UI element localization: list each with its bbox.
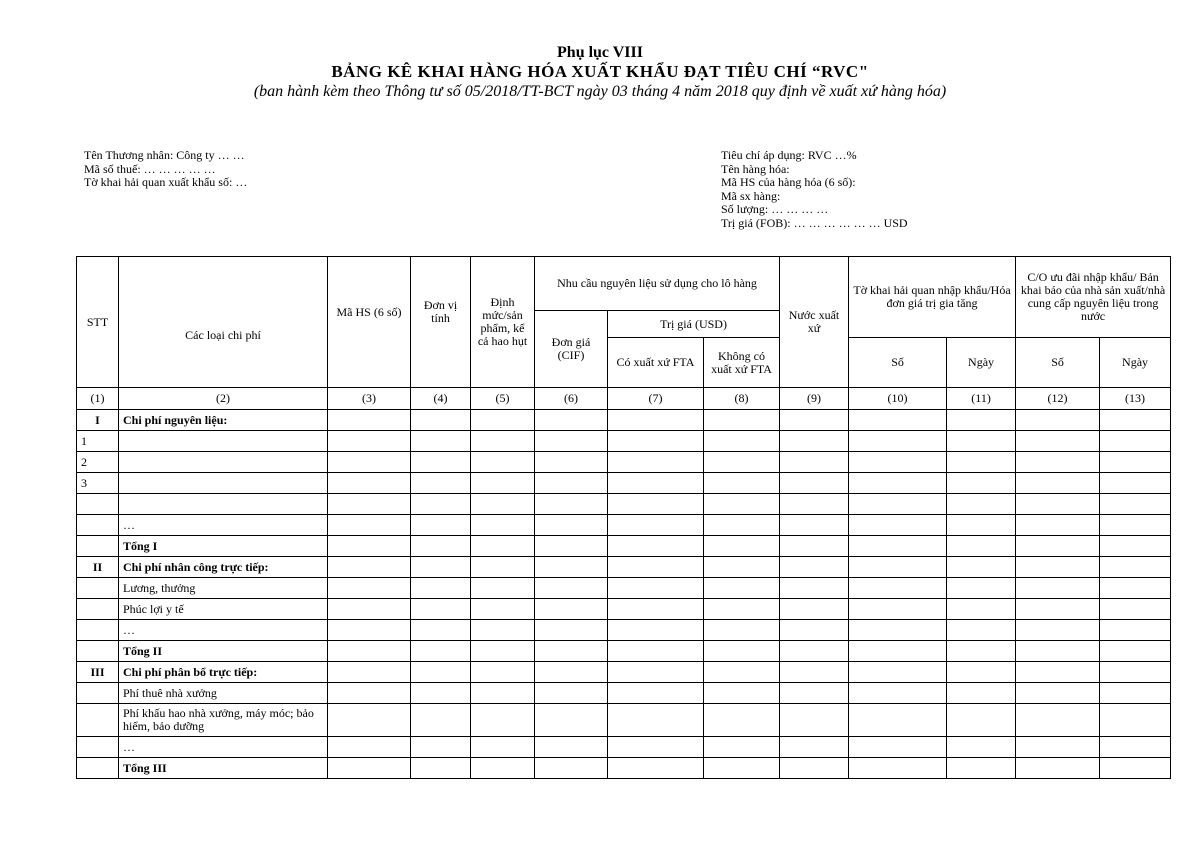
column-number: (9) [780, 388, 849, 410]
empty-cell [704, 758, 780, 779]
header-value-usd: Trị giá (USD) [608, 311, 780, 338]
empty-cell [328, 737, 411, 758]
empty-cell [1100, 683, 1171, 704]
header-cost-types: Các loại chi phí [119, 257, 328, 388]
empty-cell [471, 536, 535, 557]
empty-cell [780, 410, 849, 431]
row-cost-label [119, 431, 328, 452]
empty-cell [780, 662, 849, 683]
column-number-row [77, 388, 1171, 410]
empty-cell [780, 599, 849, 620]
empty-cell [947, 494, 1016, 515]
empty-cell [471, 578, 535, 599]
row-stt: III [77, 662, 119, 683]
empty-cell [535, 683, 608, 704]
export-declaration-number: Tờ khai hải quan xuất khẩu số: … [84, 175, 248, 189]
empty-cell [328, 641, 411, 662]
empty-cell [608, 704, 704, 737]
empty-cell [849, 704, 947, 737]
empty-cell [608, 473, 704, 494]
empty-cell [328, 599, 411, 620]
row-cost-label: Phúc lợi y tế [119, 599, 328, 620]
empty-cell [471, 599, 535, 620]
empty-cell [849, 641, 947, 662]
table-row [77, 683, 1171, 704]
column-number: (7) [608, 388, 704, 410]
empty-cell [328, 431, 411, 452]
empty-cell [471, 452, 535, 473]
header-co-number: Số [1016, 338, 1100, 388]
row-cost-label: … [119, 620, 328, 641]
row-cost-label: Chi phí nguyên liệu: [119, 410, 328, 431]
row-stt [77, 494, 119, 515]
row-cost-label [119, 494, 328, 515]
empty-cell [780, 557, 849, 578]
empty-cell [328, 758, 411, 779]
declaration-title: BẢNG KÊ KHAI HÀNG HÓA XUẤT KHẨU ĐẠT TIÊU CHÍ “RVC" [331, 62, 869, 81]
empty-cell [1100, 452, 1171, 473]
empty-cell [608, 431, 704, 452]
empty-cell [849, 494, 947, 515]
empty-cell [535, 662, 608, 683]
empty-cell [704, 494, 780, 515]
empty-cell [1016, 536, 1100, 557]
row-cost-label: Tổng I [119, 536, 328, 557]
empty-cell [704, 704, 780, 737]
empty-cell [1016, 515, 1100, 536]
tax-code: Mã số thuế: … … … … … [84, 161, 216, 176]
row-cost-label: Tổng III [119, 758, 328, 779]
empty-cell [328, 494, 411, 515]
column-number: (10) [849, 388, 947, 410]
row-cost-label: Chi phí phân bổ trực tiếp: [119, 662, 328, 683]
goods-info [721, 149, 908, 230]
row-cost-label: Chi phí nhân công trực tiếp: [119, 557, 328, 578]
empty-cell [535, 536, 608, 557]
empty-cell [704, 620, 780, 641]
empty-cell [947, 641, 1016, 662]
empty-cell [1100, 410, 1171, 431]
row-stt [77, 620, 119, 641]
column-number: (12) [1016, 388, 1100, 410]
row-cost-label: Tổng II [119, 641, 328, 662]
empty-cell [1016, 431, 1100, 452]
header-co-date: Ngày [1100, 338, 1171, 388]
empty-cell [1100, 578, 1171, 599]
empty-cell [471, 431, 535, 452]
empty-cell [411, 758, 471, 779]
empty-cell [1100, 431, 1171, 452]
empty-cell [471, 557, 535, 578]
header-unit-price: Đơn giá (CIF) [535, 311, 608, 388]
empty-cell [608, 536, 704, 557]
table-row [77, 452, 1171, 473]
header-material-needs: Nhu cầu nguyên liệu sử dụng cho lô hàng [535, 257, 780, 311]
header-hs-code: Mã HS (6 số) [328, 257, 411, 388]
header-origin-country: Nước xuất xứ [780, 257, 849, 388]
empty-cell [849, 578, 947, 599]
row-stt: II [77, 557, 119, 578]
merchant-info [84, 149, 247, 190]
row-cost-label: … [119, 515, 328, 536]
empty-cell [411, 599, 471, 620]
header-unit: Đơn vị tính [411, 257, 471, 388]
empty-cell [1100, 737, 1171, 758]
empty-cell [780, 737, 849, 758]
row-stt [77, 515, 119, 536]
table-row [77, 758, 1171, 779]
empty-cell [1016, 641, 1100, 662]
empty-cell [535, 620, 608, 641]
empty-cell [849, 431, 947, 452]
row-stt: 2 [77, 452, 119, 473]
goods-name: Tên hàng hóa: [721, 161, 790, 176]
empty-cell [471, 683, 535, 704]
empty-cell [411, 494, 471, 515]
empty-cell [328, 683, 411, 704]
empty-cell [947, 452, 1016, 473]
empty-cell [471, 620, 535, 641]
empty-cell [608, 494, 704, 515]
empty-cell [1100, 758, 1171, 779]
header-no-fta: Không có xuất xứ FTA [704, 338, 780, 388]
applied-criterion: Tiêu chí áp dụng: RVC …% [721, 148, 857, 162]
row-stt [77, 683, 119, 704]
empty-cell [1016, 683, 1100, 704]
table-row [77, 536, 1171, 557]
empty-cell [1016, 758, 1100, 779]
empty-cell [1100, 599, 1171, 620]
row-cost-label: Phí thuê nhà xưởng [119, 683, 328, 704]
empty-cell [947, 599, 1016, 620]
empty-cell [1100, 494, 1171, 515]
empty-cell [411, 737, 471, 758]
empty-cell [535, 578, 608, 599]
empty-cell [780, 578, 849, 599]
row-stt: 3 [77, 473, 119, 494]
empty-cell [947, 473, 1016, 494]
column-number: (2) [119, 388, 328, 410]
empty-cell [947, 410, 1016, 431]
empty-cell [328, 557, 411, 578]
empty-cell [1016, 557, 1100, 578]
column-number: (1) [77, 388, 119, 410]
empty-cell [780, 431, 849, 452]
table-row [77, 578, 1171, 599]
table-row [77, 473, 1171, 494]
empty-cell [535, 641, 608, 662]
empty-cell [535, 515, 608, 536]
table-row [77, 431, 1171, 452]
empty-cell [849, 536, 947, 557]
empty-cell [780, 758, 849, 779]
row-stt: I [77, 410, 119, 431]
empty-cell [704, 431, 780, 452]
column-number: (6) [535, 388, 608, 410]
empty-cell [947, 758, 1016, 779]
row-stt [77, 704, 119, 737]
empty-cell [1100, 515, 1171, 536]
empty-cell [471, 494, 535, 515]
column-number: (5) [471, 388, 535, 410]
empty-cell [704, 557, 780, 578]
cost-declaration-table [76, 256, 1171, 779]
empty-cell [780, 515, 849, 536]
empty-cell [328, 410, 411, 431]
column-number: (4) [411, 388, 471, 410]
empty-cell [780, 473, 849, 494]
empty-cell [535, 758, 608, 779]
empty-cell [947, 683, 1016, 704]
header-customs-declaration: Tờ khai hải quan nhập khẩu/Hóa đơn giá trị gia tăng [849, 257, 1016, 338]
empty-cell [411, 641, 471, 662]
empty-cell [1016, 620, 1100, 641]
empty-cell [849, 662, 947, 683]
empty-cell [411, 578, 471, 599]
header-customs-date: Ngày [947, 338, 1016, 388]
column-number: (13) [1100, 388, 1171, 410]
empty-cell [1016, 662, 1100, 683]
empty-cell [704, 452, 780, 473]
empty-cell [608, 452, 704, 473]
table-row [77, 641, 1171, 662]
table-row [77, 515, 1171, 536]
empty-cell [471, 410, 535, 431]
empty-cell [704, 410, 780, 431]
table-body [77, 410, 1171, 779]
row-stt [77, 536, 119, 557]
table-row [77, 737, 1171, 758]
empty-cell [849, 410, 947, 431]
row-cost-label: … [119, 737, 328, 758]
table-row [77, 410, 1171, 431]
empty-cell [1016, 704, 1100, 737]
empty-cell [608, 758, 704, 779]
empty-cell [1016, 494, 1100, 515]
table-row [77, 557, 1171, 578]
empty-cell [411, 704, 471, 737]
empty-cell [411, 620, 471, 641]
empty-cell [849, 452, 947, 473]
column-number: (3) [328, 388, 411, 410]
empty-cell [849, 557, 947, 578]
empty-cell [849, 620, 947, 641]
empty-cell [471, 704, 535, 737]
row-cost-label: Lương, thưởng [119, 578, 328, 599]
empty-cell [947, 704, 1016, 737]
table-row [77, 662, 1171, 683]
empty-cell [780, 494, 849, 515]
empty-cell [608, 599, 704, 620]
empty-cell [471, 662, 535, 683]
row-stt [77, 578, 119, 599]
empty-cell [849, 599, 947, 620]
empty-cell [328, 536, 411, 557]
table-row [77, 704, 1171, 737]
empty-cell [947, 536, 1016, 557]
empty-cell [471, 758, 535, 779]
empty-cell [328, 578, 411, 599]
document-title-block [0, 44, 1200, 102]
empty-cell [328, 515, 411, 536]
empty-cell [704, 683, 780, 704]
empty-cell [411, 683, 471, 704]
header-has-fta: Có xuất xứ FTA [608, 338, 704, 388]
empty-cell [411, 557, 471, 578]
merchant-name: Tên Thương nhân: Công ty … … [84, 148, 245, 162]
empty-cell [1016, 578, 1100, 599]
empty-cell [608, 578, 704, 599]
row-stt [77, 599, 119, 620]
empty-cell [535, 473, 608, 494]
empty-cell [1100, 704, 1171, 737]
empty-cell [704, 515, 780, 536]
empty-cell [471, 473, 535, 494]
empty-cell [1100, 662, 1171, 683]
issuance-note: (ban hành kèm theo Thông tư số 05/2018/TT-BCT ngày 03 tháng 4 năm 2018 quy định về xuất xứ hàng hóa) [253, 83, 947, 100]
empty-cell [608, 410, 704, 431]
empty-cell [411, 515, 471, 536]
empty-cell [947, 662, 1016, 683]
empty-cell [780, 641, 849, 662]
table-row [77, 599, 1171, 620]
empty-cell [1016, 452, 1100, 473]
empty-cell [704, 536, 780, 557]
header-co-preference: C/O ưu đãi nhập khẩu/ Bản khai báo của nhà sản xuất/nhà cung cấp nguyên liệu trong nước [1016, 257, 1171, 338]
empty-cell [328, 620, 411, 641]
header-customs-number: Số [849, 338, 947, 388]
empty-cell [1016, 473, 1100, 494]
empty-cell [1100, 620, 1171, 641]
empty-cell [780, 704, 849, 737]
empty-cell [704, 641, 780, 662]
empty-cell [704, 578, 780, 599]
empty-cell [849, 473, 947, 494]
empty-cell [1016, 410, 1100, 431]
empty-cell [780, 620, 849, 641]
empty-cell [608, 662, 704, 683]
empty-cell [947, 578, 1016, 599]
empty-cell [947, 431, 1016, 452]
empty-cell [411, 536, 471, 557]
row-cost-label [119, 473, 328, 494]
empty-cell [535, 599, 608, 620]
empty-cell [849, 737, 947, 758]
empty-cell [471, 515, 535, 536]
header-norm: Định mức/sản phẩm, kể cả hao hụt [471, 257, 535, 388]
table-row [77, 494, 1171, 515]
empty-cell [535, 557, 608, 578]
empty-cell [780, 452, 849, 473]
empty-cell [608, 737, 704, 758]
empty-cell [1100, 536, 1171, 557]
row-cost-label [119, 452, 328, 473]
empty-cell [704, 599, 780, 620]
empty-cell [411, 473, 471, 494]
row-stt: 1 [77, 431, 119, 452]
empty-cell [780, 536, 849, 557]
empty-cell [849, 515, 947, 536]
row-cost-label: Phí khấu hao nhà xưởng, máy móc; bảo hiểm, bảo dưỡng [119, 704, 328, 737]
column-number: (11) [947, 388, 1016, 410]
column-number: (8) [704, 388, 780, 410]
empty-cell [535, 494, 608, 515]
empty-cell [947, 620, 1016, 641]
empty-cell [780, 683, 849, 704]
row-stt [77, 737, 119, 758]
empty-cell [1016, 599, 1100, 620]
empty-cell [849, 758, 947, 779]
row-stt [77, 641, 119, 662]
empty-cell [328, 704, 411, 737]
empty-cell [1016, 737, 1100, 758]
header-stt: STT [77, 257, 119, 388]
empty-cell [535, 431, 608, 452]
empty-cell [471, 641, 535, 662]
empty-cell [608, 515, 704, 536]
quantity: Số lượng: … … … … [721, 202, 829, 216]
empty-cell [535, 452, 608, 473]
appendix-title: Phụ lục VIII [557, 44, 643, 61]
empty-cell [704, 737, 780, 758]
empty-cell [1100, 473, 1171, 494]
empty-cell [704, 473, 780, 494]
empty-cell [608, 641, 704, 662]
empty-cell [947, 515, 1016, 536]
empty-cell [411, 431, 471, 452]
empty-cell [328, 662, 411, 683]
empty-cell [535, 410, 608, 431]
goods-hs-code: Mã HS của hàng hóa (6 số): [721, 175, 856, 189]
row-stt [77, 758, 119, 779]
empty-cell [608, 683, 704, 704]
empty-cell [1100, 641, 1171, 662]
empty-cell [471, 737, 535, 758]
empty-cell [704, 662, 780, 683]
empty-cell [411, 662, 471, 683]
empty-cell [411, 452, 471, 473]
empty-cell [947, 737, 1016, 758]
product-code: Mã sx hàng: [721, 188, 781, 203]
empty-cell [328, 452, 411, 473]
fob-value: Trị giá (FOB): … … … … … … USD [721, 215, 908, 230]
empty-cell [849, 683, 947, 704]
empty-cell [411, 410, 471, 431]
empty-cell [535, 704, 608, 737]
empty-cell [608, 620, 704, 641]
empty-cell [947, 557, 1016, 578]
empty-cell [328, 473, 411, 494]
empty-cell [608, 557, 704, 578]
empty-cell [1100, 557, 1171, 578]
table-row [77, 620, 1171, 641]
empty-cell [535, 737, 608, 758]
